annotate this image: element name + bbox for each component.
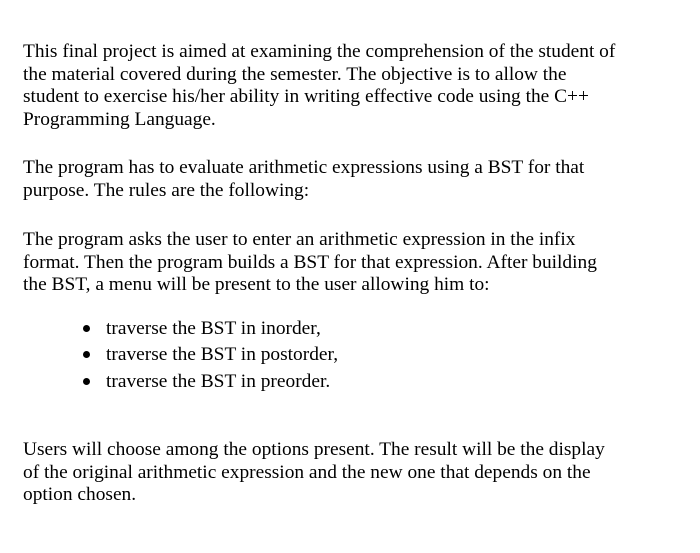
program-flow-paragraph: The program asks the user to enter an arithmetic expression in the infix format. Then the program builds a BST for that expression. After building the BST, a menu will be present to the user allowing him to: [23,229,597,295]
bullet-icon [83,378,90,385]
intro-paragraph: This final project is aimed at examining the comprehension of the student of the material covered during the semester. The objective is to allow the student to exercise his/her ability in writing effective code using the C++ Programming Language. [23,41,616,130]
program-purpose-paragraph: The program has to evaluate arithmetic expressions using a BST for that purpose. The rules are the following: [23,157,585,201]
list-item [83,342,691,369]
list-item [83,316,691,343]
list-item-text: traverse the BST in preorder. [106,370,331,392]
document-body [23,41,691,507]
bullet-icon [83,351,90,358]
bullet-icon [83,325,90,332]
list-item-text: traverse the BST in inorder, [106,317,321,339]
result-paragraph: Users will choose among the options present. The result will be the display of the original arithmetic expression and the new one that depends on the option chosen. [23,439,605,505]
traversal-options-list [23,316,691,396]
list-item-text: traverse the BST in postorder, [106,344,339,365]
list-item [83,369,691,396]
